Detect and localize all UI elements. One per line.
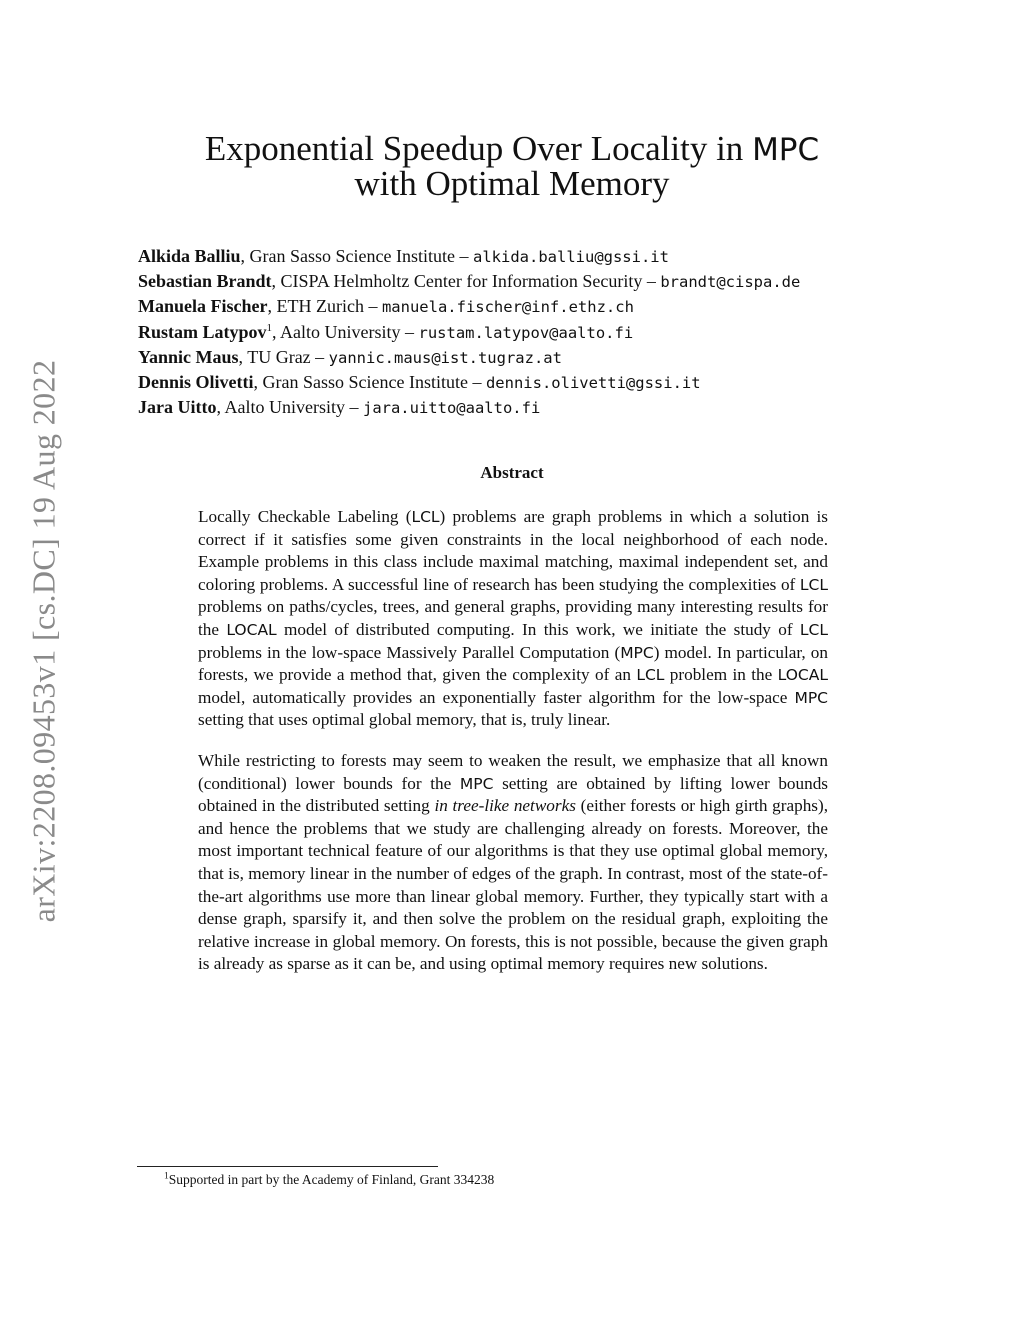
author-email: manuela.fischer@inf.ethz.ch [381,298,634,317]
acronym-mpc: MPC [620,643,654,662]
text-run: ) problems are graph problems in which a solution is correct if it satisfies some given constraints in the local neighborhood of each node. Example problems in this class include maximal matching, maximal independent set, and coloring problems. A successful line of research has been studying the complexities of [198,507,828,594]
author-entry [138,320,1008,345]
acronym-lcl: LCL [799,575,828,594]
author-name: Sebastian Brandt [138,271,272,292]
acronym-lcl: LCL [636,666,665,685]
footnote-rule [137,1166,438,1167]
abstract-paragraph-2 [198,750,828,976]
footnote [164,1172,494,1188]
author-email: rustam.latypov@aalto.fi [418,323,634,342]
acronym-local: LOCAL [226,620,277,639]
author-entry [138,345,1008,370]
author-name: Jara Uitto [138,397,217,418]
acronym-lcl: LCL [411,508,440,526]
title-line-1 [0,129,1024,168]
author-entry [138,269,1008,294]
author-email: jara.uitto@aalto.fi [362,399,541,418]
author-name: Rustam Latypov [138,321,267,342]
author-email: brandt@cispa.de [660,273,801,292]
text-run: problem in the [664,665,778,685]
arxiv-identifier: arXiv:2208.09453v1 [cs.DC] 19 Aug 2022 [25,359,62,923]
author-name: Yannic Maus [138,346,239,367]
author-name: Dennis Olivetti [138,371,254,392]
author-name: Alkida Balliu [138,246,241,266]
text-run: model of distributed computing. In this work, we initiate the study of [276,619,800,639]
author-entry [138,294,1008,319]
author-affiliation: , Gran Sasso Science Institute – [240,246,473,266]
author-affiliation: , CISPA Helmholtz Center for Information Security – [271,271,661,292]
author-affiliation: , Aalto University – [272,321,419,342]
text-run: Locally Checkable Labeling ( [198,507,412,526]
text-run: While restricting to forests may seem to weaken the result, we emphasize that all known (conditional) lower bounds for the [198,751,828,793]
text-run: setting are obtained by lifting lower bounds obtained in the distributed setting [198,773,828,816]
acronym-mpc: MPC [794,688,828,707]
paper-title [0,129,1024,203]
title-line-2: with Optimal Memory [354,164,670,203]
text-run: ) model. In particular, on forests, we provide a method that, given the complexity of an [198,642,828,685]
author-list [138,244,1008,420]
author-email: yannic.maus@ist.tugraz.at [328,348,562,367]
footnote-mark: 1 [266,321,273,334]
text-run: problems in the low-space Massively Parallel Computation ( [198,642,621,662]
acronym-local: LOCAL [777,666,828,685]
footnote-text: Supported in part by the Academy of Finland, Grant 334238 [168,1172,495,1187]
author-affiliation: , Aalto University – [216,397,363,418]
author-email: dennis.olivetti@gssi.it [485,373,701,392]
text-run: setting that uses optimal global memory, that is, truly linear. [198,710,611,730]
acronym-mpc: MPC [459,774,494,793]
author-entry [138,395,1008,420]
emphasis-text: in tree-like networks [434,796,576,816]
author-entry [138,244,1008,269]
author-email: alkida.balliu@gssi.it [473,248,669,266]
abstract-heading: Abstract [480,463,544,482]
footnote-number: 1 [164,1171,169,1182]
author-affiliation: , ETH Zurich – [267,296,382,317]
text-run: model, automatically provides an exponentially faster algorithm for the low-space [198,687,795,707]
author-affiliation: , Gran Sasso Science Institute – [253,371,486,392]
text-run: (either forests or high girth graphs), and hence the problems that we study are challenging already on forests. Moreover, the most important technical feature of our algorithms is that they use optimal global memory, that is, memory linear in the number of edges of the graph. In contrast, most of the state-of-the-art algorithms use more than linear global memory. Further, they typically start with a dense graph, sparsify it, and then solve the problem on the residual graph, exploiting the relative increase in global memory. On forests, this is not possible, because the given graph is already as sparse as it can be, and using optimal memory requires new solutions. [198,796,828,974]
text-run: problems on paths/cycles, trees, and general graphs, providing many interesting results for the [198,597,828,639]
title-line-1-text: Exponential Speedup Over Locality in [204,129,753,168]
abstract-paragraph-1 [198,506,828,732]
author-name: Manuela Fischer [138,296,268,317]
acronym-lcl: LCL [799,620,828,639]
author-affiliation: , TU Graz – [238,346,329,367]
title-acronym: MPC [752,132,820,168]
author-entry [138,370,1008,395]
